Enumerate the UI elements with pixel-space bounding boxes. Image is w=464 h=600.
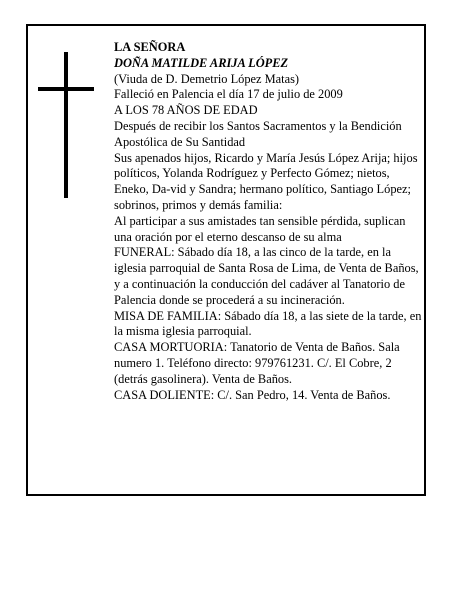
widow-of-line: (Viuda de D. Demetrio López Matas) <box>114 71 300 86</box>
cross-horizontal-bar <box>38 87 94 91</box>
request-text: Al participar a sus amistades tan sensible pérdida, suplican una oración por el eterno descanso de su alma <box>114 213 406 244</box>
sacraments-text: Después de recibir los Santos Sacramentos y la Bendición Apostólica de Su Santidad <box>114 118 402 149</box>
death-info: Falleció en Palencia el día 17 de julio de 2009 <box>114 87 343 102</box>
cross-vertical-bar <box>64 52 68 198</box>
mourning-house-details: CASA DOLIENTE: C/. San Pedro, 14. Venta de Baños. <box>114 387 391 402</box>
family-text: Sus apenados hijos, Ricardo y María Jesús López Arija; hijos políticos, Yolanda Rodríguez y Perfecto Gómez; nietos, Eneko, Da-vid y Sandra; hermano político, Santiago López; sobrinos, primos y demás familia: <box>114 150 418 212</box>
funeral-home-details: CASA MORTUORIA: Tanatorio de Venta de Baños. Sala numero 1. Teléfono directo: 979761231. C/. El Cobre, 2 (detrás gasolinera). Venta de Baños. <box>114 340 400 386</box>
deceased-name: DOÑA MATILDE ARIJA LÓPEZ <box>114 55 289 70</box>
latin-cross-icon <box>38 52 94 200</box>
family-mass-details: MISA DE FAMILIA: Sábado día 18, a las siete de la tarde, en la misma iglesia parroquial. <box>114 308 422 339</box>
obituary-text-block <box>114 40 426 403</box>
age-line: A LOS 78 AÑOS DE EDAD <box>114 103 258 118</box>
notice-title: LA SEÑORA <box>114 40 186 54</box>
funeral-details: FUNERAL: Sábado día 18, a las cinco de la tarde, en la iglesia parroquial de Santa Rosa de Lima, de Venta de Baños, y a continuación la conducción del cadáver al Tanatorio de Palencia donde se procederá a su incineración. <box>114 245 419 307</box>
